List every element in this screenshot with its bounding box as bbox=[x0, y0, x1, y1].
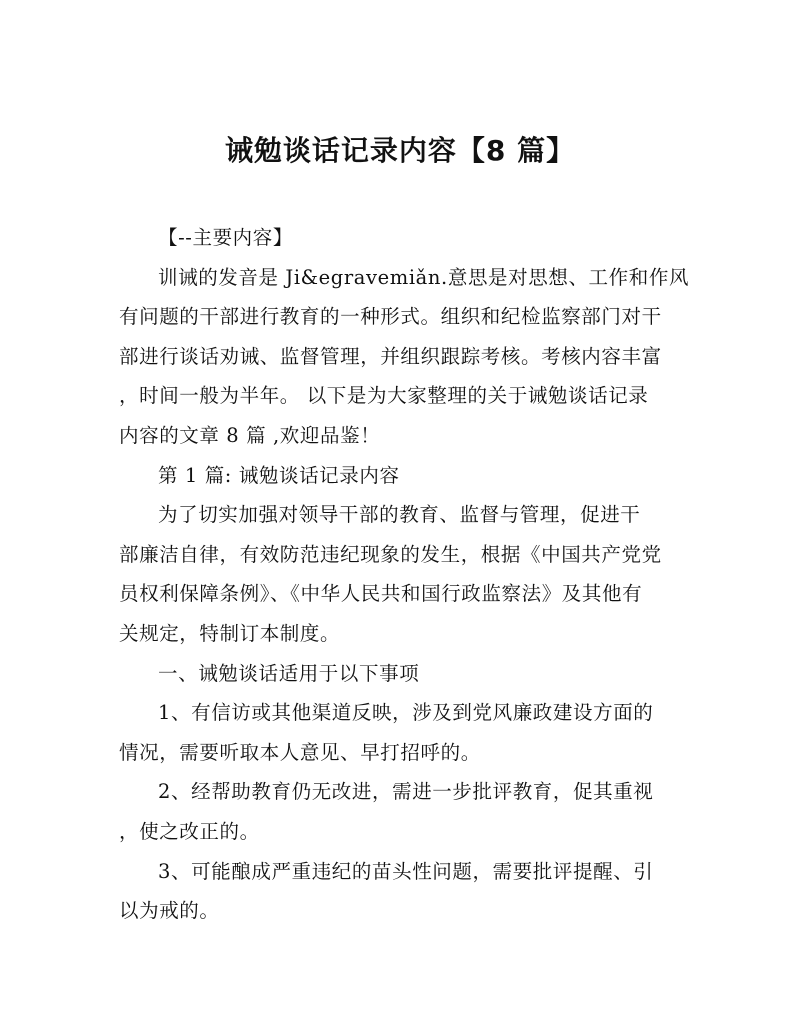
section-heading: 第 1 篇: 诫勉谈话记录内容 bbox=[158, 463, 400, 487]
paragraph-line: 部廉洁自律，有效防范违纪现象的发生，根据《中国共产党党 bbox=[119, 542, 662, 566]
paragraph-line: 训诫的发音是 Ji&egravemiǎn.意思是对思想、工作和作风 bbox=[158, 265, 690, 289]
paragraph-line: 关规定，特制订本制度。 bbox=[119, 621, 341, 645]
paragraph-line: 有问题的干部进行教育的一种形式。组织和纪检监察部门对干 bbox=[119, 305, 662, 329]
list-item-line: ，使之改正的。 bbox=[119, 819, 260, 843]
document-title: 诫勉谈话记录内容【8 篇】 bbox=[224, 134, 576, 167]
list-heading: 一、诫勉谈话适用于以下事项 bbox=[158, 661, 420, 685]
paragraph-line: ，时间一般为半年。 以下是为大家整理的关于诫勉谈话记录 bbox=[119, 384, 649, 408]
document-body bbox=[119, 218, 690, 931]
summary-heading: 【--主要内容】 bbox=[158, 226, 293, 249]
paragraph-line: 部进行谈话劝诫、监督管理，并组织跟踪考核。考核内容丰富 bbox=[119, 344, 662, 368]
paragraph-line: 内容的文章 8 篇 ,欢迎品鉴！ bbox=[119, 423, 381, 447]
list-item-line: 3、可能酿成严重违纪的苗头性问题，需要批评提醒、引 bbox=[158, 859, 654, 883]
list-item-line: 以为戒的。 bbox=[119, 899, 220, 923]
list-item-line: 2、经帮助教育仍无改进，需进一步批评教育，促其重视 bbox=[158, 780, 654, 804]
list-item-line: 1、有信访或其他渠道反映，涉及到党风廉政建设方面的 bbox=[158, 701, 654, 725]
paragraph-line: 为了切实加强对领导干部的教育、监督与管理，促进干 bbox=[158, 503, 641, 527]
paragraph-line: 员权利保障条例》、《中华人民共和国行政监察法》及其他有 bbox=[119, 582, 643, 606]
list-item-line: 情况，需要听取本人意见、早打招呼的。 bbox=[119, 740, 481, 764]
